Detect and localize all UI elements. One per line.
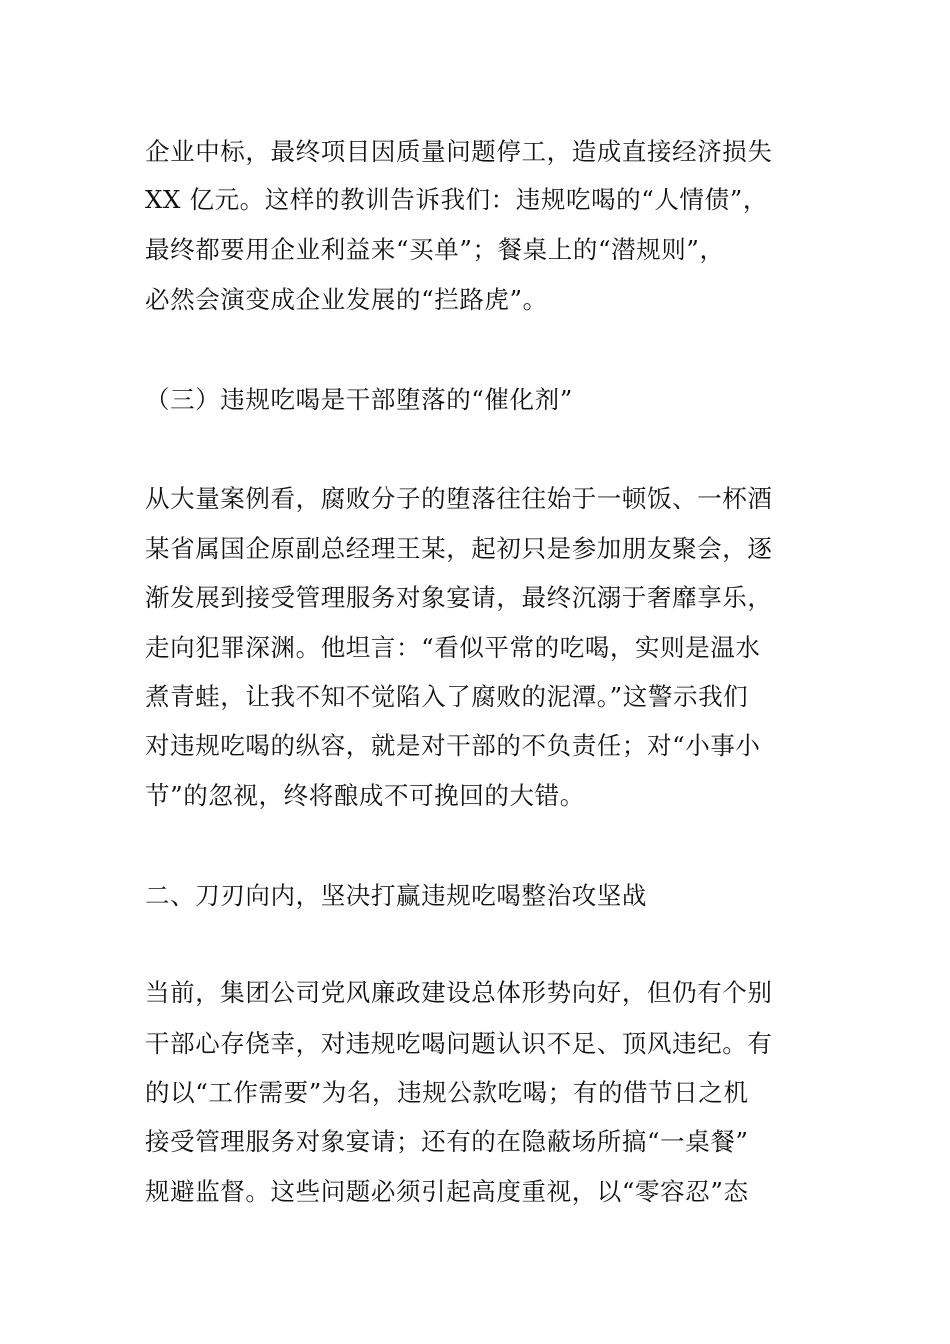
paragraph-1-line-1: 企业中标，最终项目因质量问题停工，造成直接经济损失 — [145, 137, 773, 166]
paragraph-3-line-3: 的以“工作需要”为名，违规公款吃喝；有的借节日之机 — [145, 1078, 749, 1107]
paragraph-2-line-1: 从大量案例看，腐败分子的堕落往往始于一顿饭、一杯酒 — [145, 484, 773, 513]
section-heading-2: 二、刀刃向内，坚决打赢违规吃喝整治攻坚战 — [145, 881, 647, 910]
paragraph-2-line-2: 某省属国企原副总经理王某，起初只是参加朋友聚会，逐 — [145, 534, 773, 563]
paragraph-2-line-7: 节”的忽视，终将酿成不可挽回的大错。 — [145, 781, 585, 810]
section-heading-3: （三）违规吃喝是干部堕落的“催化剂” — [145, 385, 573, 414]
paragraph-1-line-3: 最终都要用企业利益来“买单”；餐桌上的“潜规则”， — [145, 235, 725, 264]
paragraph-2-line-3: 渐发展到接受管理服务对象宴请，最终沉溺于奢靡享乐， — [145, 583, 773, 612]
paragraph-2-line-6: 对违规吃喝的纵容，就是对干部的不负责任；对“小事小 — [145, 731, 761, 760]
paragraph-3-line-4: 接受管理服务对象宴请；还有的在隐蔽场所搞“一桌餐” — [145, 1127, 749, 1156]
paragraph-2-line-5: 煮青蛙，让我不知不觉陷入了腐败的泥潭。”这警示我们 — [145, 682, 749, 711]
paragraph-2-line-4: 走向犯罪深渊。他坦言：“看似平常的吃喝，实则是温水 — [145, 633, 761, 662]
paragraph-3-line-2: 干部心存侥幸，对违规吃喝问题认识不足、顶风违纪。有 — [145, 1029, 773, 1058]
paragraph-3-line-1: 当前，集团公司党风廉政建设总体形势向好，但仍有个别 — [145, 978, 773, 1007]
paragraph-3-line-5: 规避监督。这些问题必须引起高度重视，以“零容忍”态 — [145, 1177, 749, 1206]
paragraph-1-line-2: XX 亿元。这样的教训告诉我们：违规吃喝的“人情债”， — [145, 185, 768, 214]
paragraph-1-line-4: 必然会演变成企业发展的“拦路虎”。 — [145, 285, 548, 314]
